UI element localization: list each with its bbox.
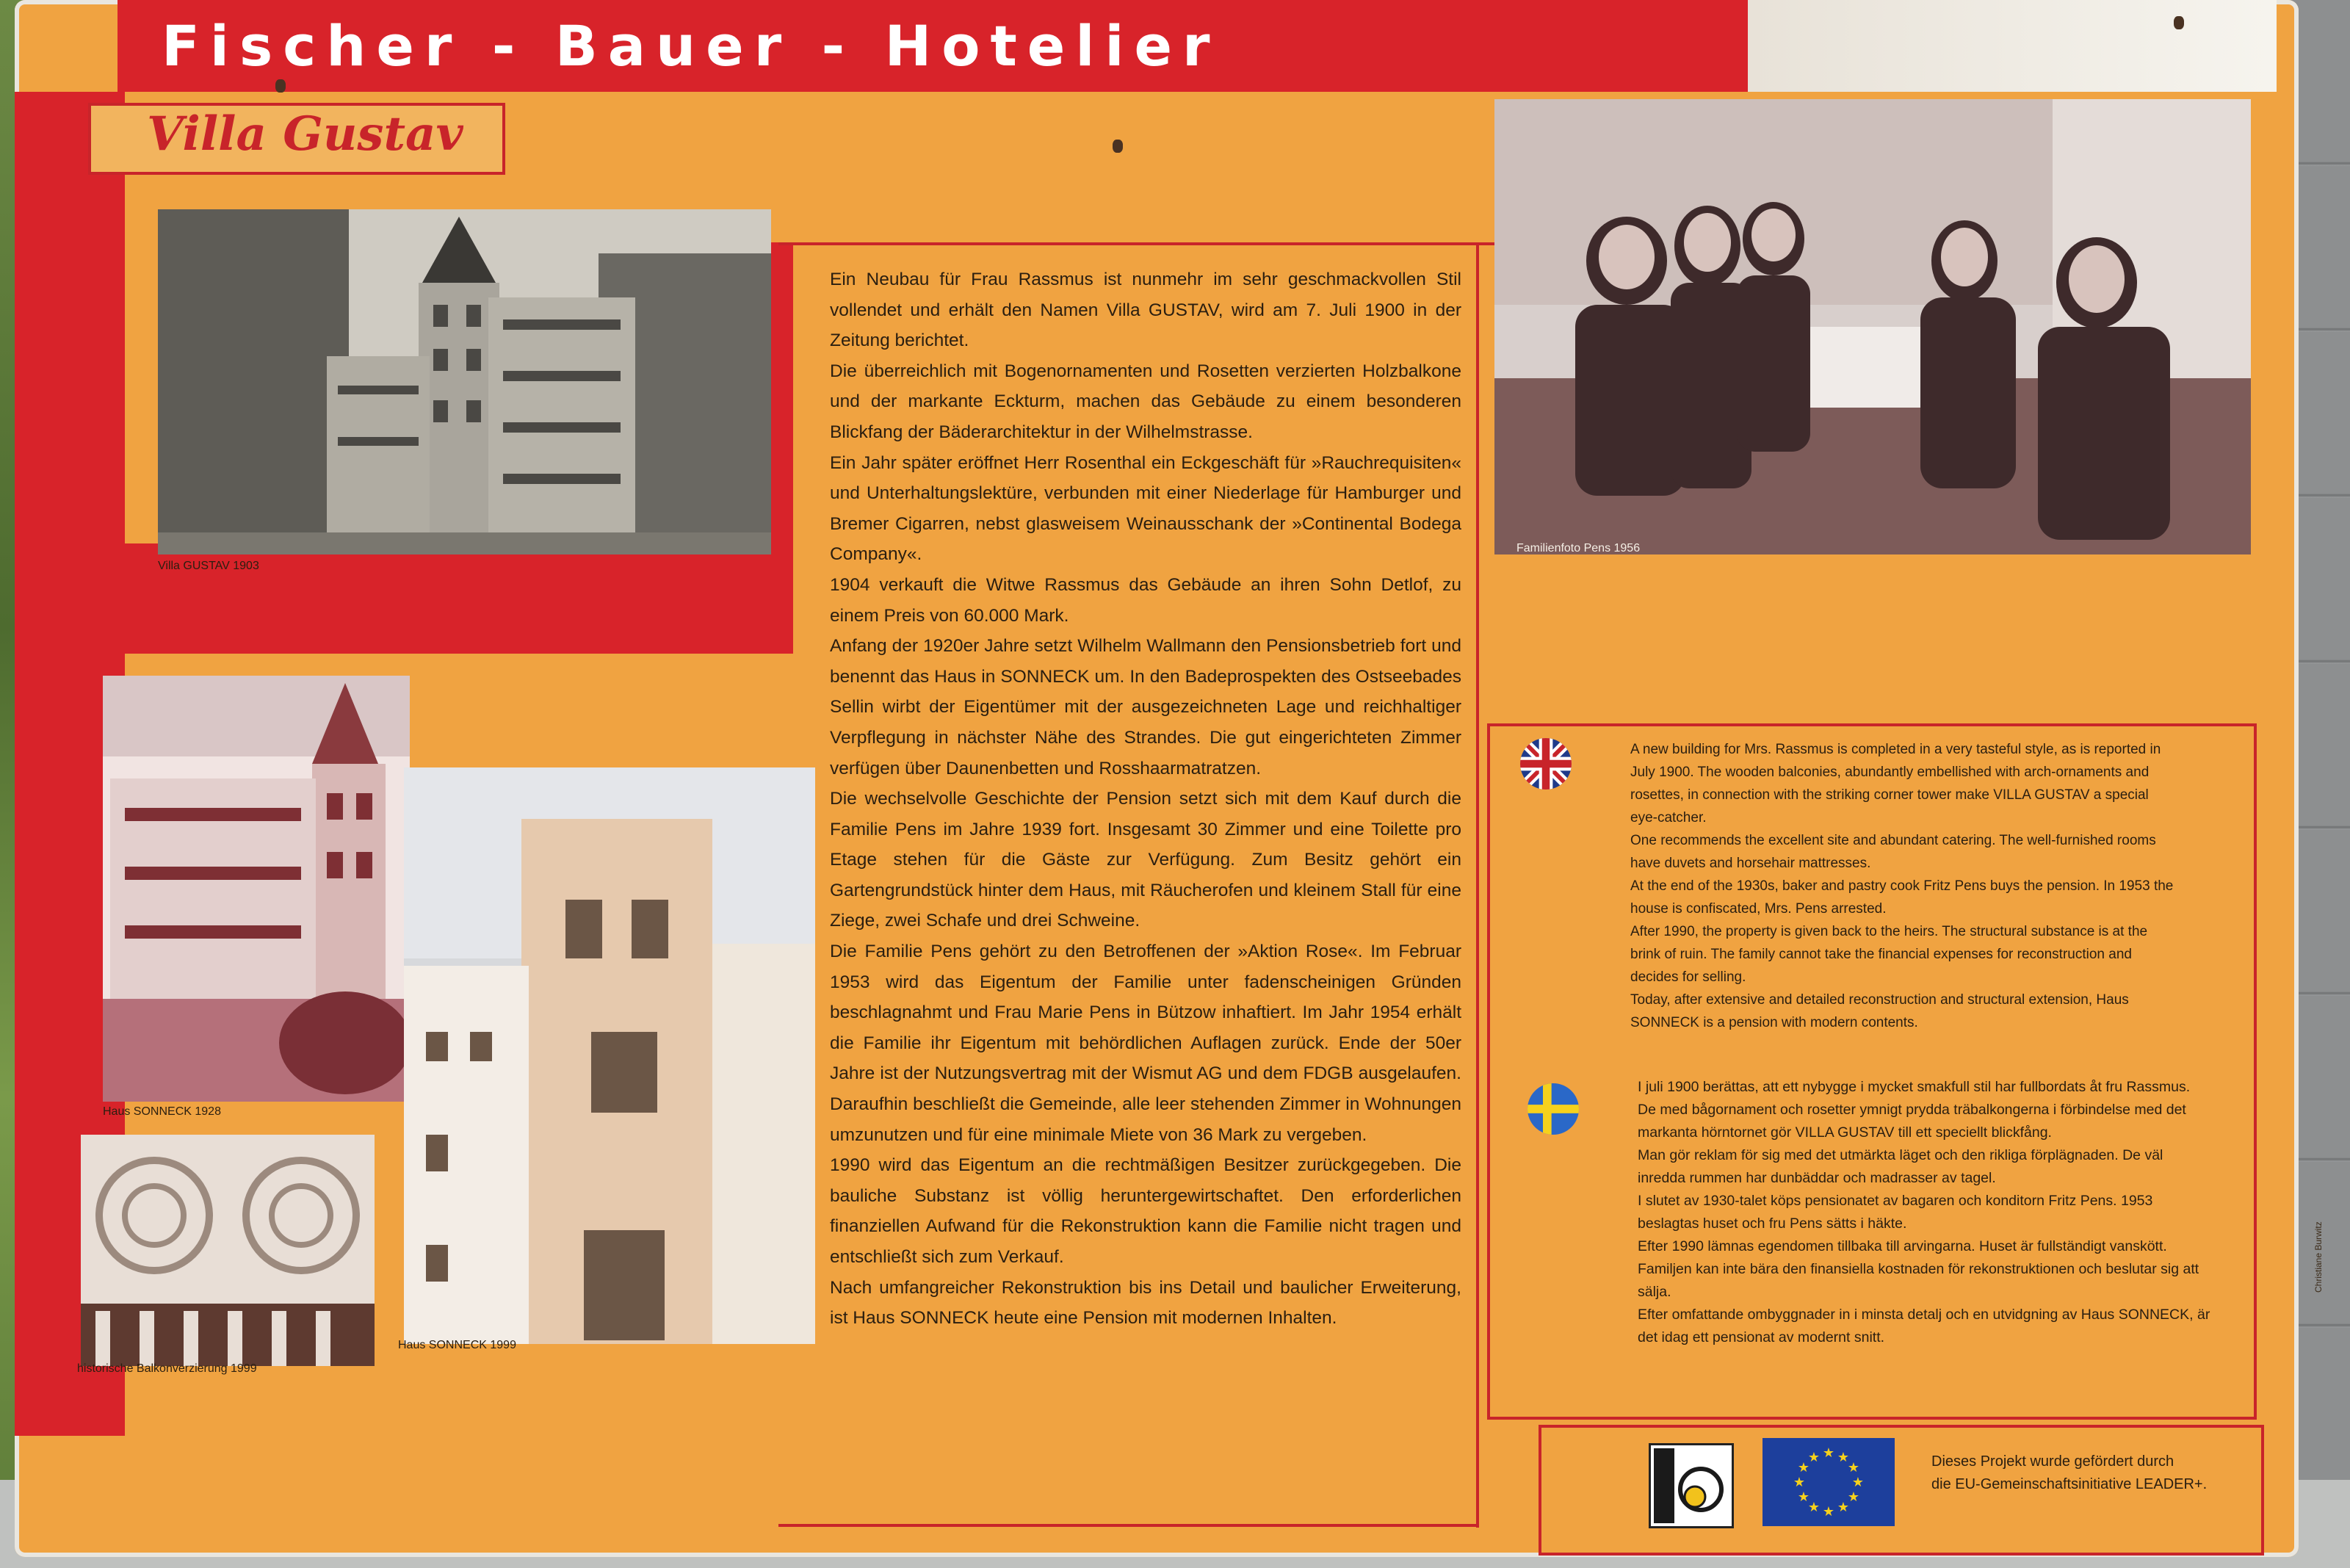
german-paragraph: Die wechselvolle Geschichte der Pension setzt sich mit dem Kauf durch die Familie Pens im Jahre 1939 fort. Insgesamt 30 Zimmer und eine Toilette pro Etage stehen für die Gäste zur Verfügung. Zum Besitz gehört ein Gartengrundstück hinter dem Haus, mit Räucherofen und kleinem Stall für eine Ziege, zwei Schafe und drei Schweine. — [830, 789, 1461, 931]
divider-line — [1476, 242, 1479, 1528]
photo-credit: Christiane Burwitz — [2313, 1221, 2324, 1293]
caption-sonneck-1999: Haus SONNECK 1999 — [398, 1339, 516, 1351]
svg-text:★: ★ — [1847, 1489, 1860, 1505]
german-paragraph: 1904 verkauft die Witwe Rassmus das Gebäude an ihren Sohn Detlof, zu einem Preis von 60.000 Mark. — [830, 574, 1461, 626]
svg-text:★: ★ — [1807, 1450, 1821, 1465]
english-paragraph: Today, after extensive and detailed reconstruction and structural extension, Haus SONNECK is a pension with modern contents. — [1630, 992, 2129, 1030]
german-paragraph: Anfang der 1920er Jahre setzt Wilhelm Wallmann den Pensionsbetrieb fort und benennt das Haus in SONNECK um. In den Badeprospekten des Ostseebades Sellin wirbt der Eigentümer mit der ausgezeichneten Lage und reichhaltiger Verpflegung in nächster Nähe des Strandes. Die gut eingerichteten Zimmer verfügen über Daunenbetten und Rosshaarmatratzen. — [830, 636, 1461, 778]
german-text — [830, 264, 1461, 1334]
sign-title: Fischer - Bauer - Hotelier — [162, 13, 1221, 79]
caption-sonneck-1928: Haus SONNECK 1928 — [103, 1105, 221, 1118]
svg-text:★: ★ — [1797, 1489, 1810, 1505]
eu-flag-icon — [1762, 1438, 1895, 1526]
english-paragraph: A new building for Mrs. Rassmus is completed in a very tasteful style, as is reported in July 1900. The wooden balconies, abundantly embellished with arch-ornaments and rosettes, in connection with the striking corner tower make VILLA GUSTAV a special eye-catcher. — [1630, 742, 2161, 825]
photo-sonneck-1928 — [103, 676, 410, 1102]
svg-text:★: ★ — [1851, 1475, 1865, 1490]
divider-line — [778, 1524, 1476, 1527]
leader-logo — [1649, 1443, 1734, 1528]
german-paragraph: Ein Neubau für Frau Rassmus ist nunmehr im sehr geschmackvollen Stil vollendet und erhält den Namen Villa GUSTAV, wird am 7. Juli 1900 in der Zeitung berichtet. — [830, 270, 1461, 351]
swedish-text — [1638, 1076, 2210, 1349]
uk-flag-icon — [1520, 738, 1572, 790]
svg-text:★: ★ — [1837, 1450, 1850, 1465]
caption-balcony: historische Balkonverzierung 1999 — [77, 1362, 257, 1375]
svg-text:★: ★ — [1847, 1460, 1860, 1475]
swedish-paragraph: I juli 1900 berättas, att ett nybygge i mycket smakfull stil har fullbordats åt fru Rassmus. De med bågornament och rosetter ymnigt prydda träbalkongerna i förbindelse med det markanta hörntornet gör VILLA GUSTAV till ett speciellt blickfång. — [1638, 1079, 2191, 1141]
mounting-screw — [2174, 16, 2184, 29]
sign-subtitle: Villa Gustav — [147, 106, 463, 162]
swedish-paragraph: Man gör reklam för sig med det utmärkta läget och den rikliga förplägnaden. De väl inredda rummen har dunbäddar och madrasser av tagel. — [1638, 1147, 2163, 1186]
swedish-flag-icon — [1528, 1083, 1579, 1135]
english-text — [1630, 738, 2174, 1034]
svg-text:★: ★ — [1837, 1500, 1850, 1515]
svg-text:★: ★ — [1793, 1475, 1806, 1490]
caption-family-1956: Familienfoto Pens 1956 — [1516, 542, 1641, 554]
swedish-paragraph: I slutet av 1930-talet köps pensionatet av bagaren och konditorn Fritz Pens. 1953 beslagtas huset och fru Pens sätts i häkte. — [1638, 1193, 2153, 1232]
english-paragraph: One recommends the excellent site and abundant catering. The well-furnished rooms have duvets and horsehair mattresses. — [1630, 833, 2156, 871]
mounting-screw — [1113, 140, 1123, 153]
german-paragraph: Die überreichlich mit Bogenornamenten und Rosetten verzierten Holzbalkone und der markante Eckturm, machen das Gebäude zu einem besonderen Blickfang der Bäderarchitektur in der Wilhelmstrasse. — [830, 361, 1461, 442]
swedish-paragraph: Efter 1990 lämnas egendomen tillbaka till arvingarna. Huset är fullständigt vanskött. Familjen kan inte bära den finansiella kostnaden för rekonstruktionen och beslutar sig att sälja. — [1638, 1238, 2199, 1300]
photo-villa-gustav-1903 — [158, 209, 771, 554]
title-band-end — [1748, 0, 2277, 92]
photo-sonneck-1999 — [404, 767, 815, 1344]
german-paragraph: Nach umfangreicher Rekonstruktion bis ins Detail und baulicher Erweiterung, ist Haus SONNECK heute eine Pension mit modernen Inhalten. — [830, 1277, 1461, 1329]
divider-line — [778, 242, 1505, 245]
photo-family-1956 — [1494, 99, 2251, 554]
red-connector — [771, 242, 793, 654]
svg-text:★: ★ — [1797, 1460, 1810, 1475]
swedish-paragraph: Efter omfattande ombyggnader in i minsta detalj och en utvidgning av Haus SONNECK, är det idag ett pensionat av modernt snitt. — [1638, 1307, 2210, 1345]
english-paragraph: At the end of the 1930s, baker and pastry cook Fritz Pens buys the pension. In 1953 the house is confiscated, Mrs. Pens arrested. — [1630, 878, 2174, 917]
photo-balcony-ornament — [81, 1135, 375, 1366]
funding-line: die EU-Gemeinschaftsinitiative LEADER+. — [1931, 1476, 2208, 1492]
german-paragraph: 1990 wird das Eigentum an die rechtmäßigen Besitzer zurückgegeben. Die bauliche Substanz ist völlig heruntergewirtschaftet. Den erforderlichen finanziellen Aufwand für die Rekonstruktion kann die Familie nicht tragen und entschließt sich zum Verkauf. — [830, 1155, 1461, 1267]
svg-text:★: ★ — [1807, 1500, 1821, 1515]
mounting-screw — [275, 79, 286, 93]
svg-text:★: ★ — [1822, 1504, 1835, 1520]
caption-villa-1903: Villa GUSTAV 1903 — [158, 560, 259, 572]
svg-text:★: ★ — [1822, 1445, 1835, 1461]
german-paragraph: Die Familie Pens gehört zu den Betroffenen der »Aktion Rose«. Im Februar 1953 wird das Eigentum der Familie unter fadenscheinigen Gründen beschlagnahmt und Frau Marie Pens in Bützow inhaftiert. Im Jahr 1954 erhält die Familie ihr Eigentum mit behördlichen Auflagen zurück. Ende der 50er Jahre ist der Nutzungsvertrag mit der Wismut AG und dem FDGB ausgelaufen. Daraufhin beschließt die Gemeinde, alle leer stehenden Zimmer in Wohnungen umzunutzen und für eine minimale Miete von 36 Mark zu vergeben. — [830, 942, 1461, 1145]
funding-line: Dieses Projekt wurde gefördert durch — [1931, 1453, 2174, 1470]
english-paragraph: After 1990, the property is given back to the heirs. The structural substance is at the brink of ruin. The family cannot take the financial expenses for reconstruction and decides for selling. — [1630, 924, 2148, 985]
german-paragraph: Ein Jahr später eröffnet Herr Rosenthal ein Eckgeschäft für »Rauchrequisiten« und Unterhaltungslektüre, verbunden mit einer Niederlage für Hamburger und Bremer Cigarren, nebst glasweisem Weinausschank der »Continental Bodega Company«. — [830, 452, 1461, 565]
funding-note — [1931, 1450, 2207, 1496]
